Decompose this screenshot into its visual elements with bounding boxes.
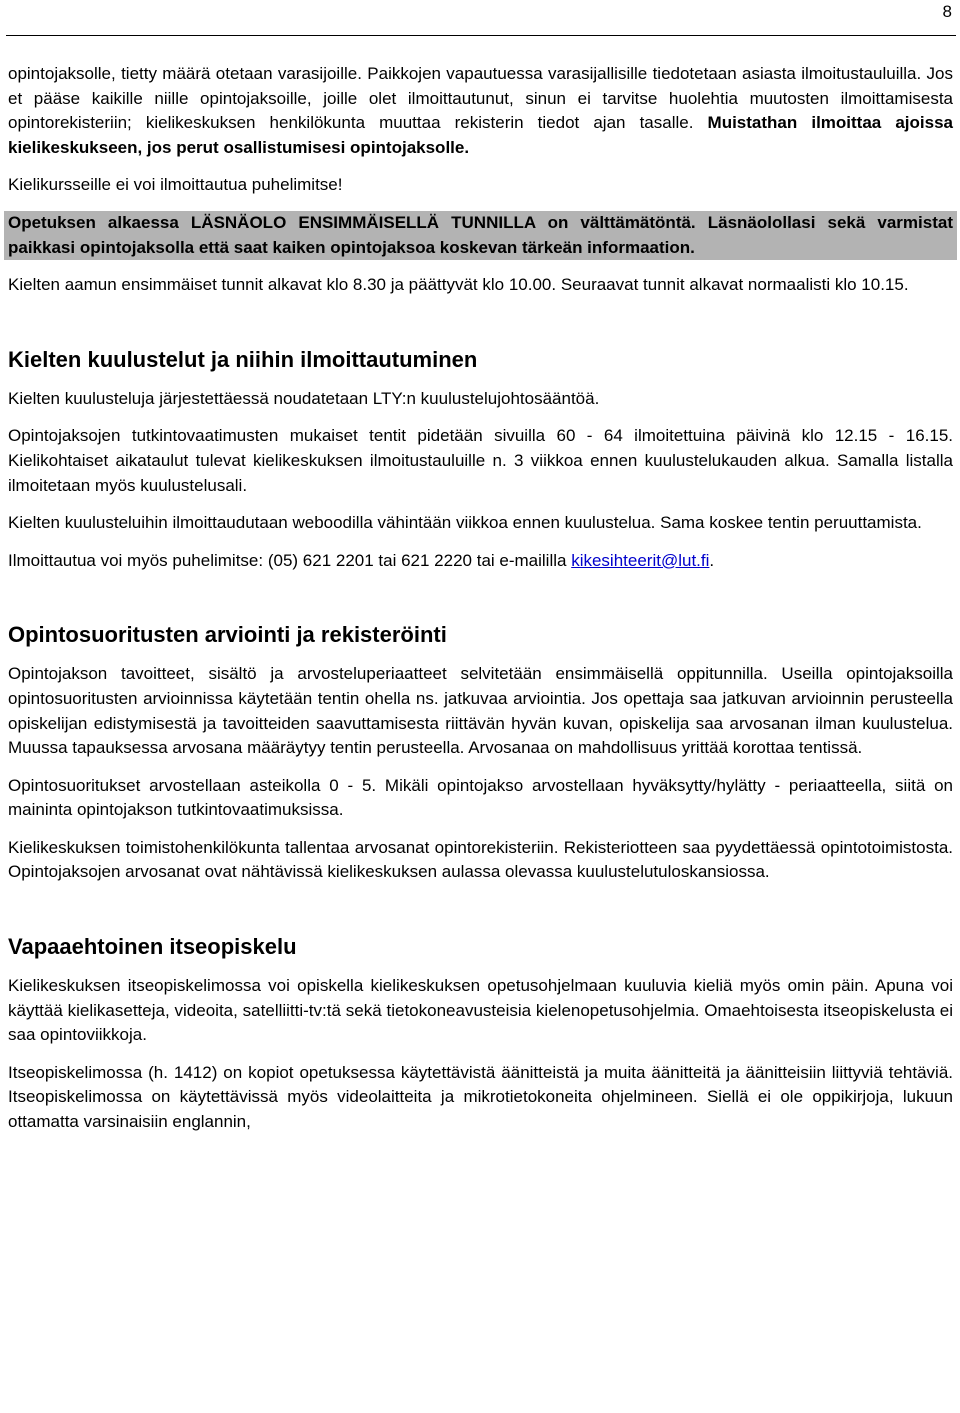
section-gap xyxy=(8,311,953,345)
section-gap xyxy=(8,586,953,620)
class-times-paragraph: Kielten aamun ensimmäiset tunnit alkavat klo 8.30 ja päättyvät klo 10.00. Seuraavat tunnit alkavat normaalisti klo 10.15. xyxy=(8,275,909,295)
section-gap xyxy=(8,898,953,932)
exams-heading: Kielten kuulustelut ja niihin ilmoittautuminen xyxy=(8,346,478,372)
attendance-highlight-box: Opetuksen alkaessa LÄSNÄOLO ENSIMMÄISELLÄ TUNNILLA on välttämätöntä. Läsnäolollasi sekä varmistat paikkasi opintojaksolla että saat kaiken opintojaksoa koskevan tärkeän informaation. xyxy=(4,211,957,260)
grading-scale-paragraph: Opintosuoritukset arvostellaan asteikolla 0 - 5. Mikäli opintojakso arvostellaan hyväksytty/hylätty - periaatteella, siitä on maininta opintojakson tutkintovaatimuksissa. xyxy=(8,775,953,820)
page-number: 8 xyxy=(942,2,952,21)
exams-schedule-paragraph: Opintojaksojen tutkintovaatimusten mukaiset tentit pidetään sivuilla 60 - 64 ilmoitettuina päivinä klo 12.15 - 16.15. Kielikohtaiset aikataulut tulevat kielikeskuksen ilmoitustauluille n. 3 viikkoa ennen kuulustelukauden alkua. Samalla listalla ilmoitetaan myös kuulustelusali. xyxy=(8,426,953,495)
exams-contact-text: Ilmoittautua voi myös puhelimitse: (05) 621 2201 tai 621 2220 tai e-maililla xyxy=(8,550,572,570)
selfstudy-intro-paragraph: Kielikeskuksen itseopiskelimossa voi opiskella kielikeskuksen opetusohjelmaan kuuluvia kieliä myös omin päin. Apuna voi käyttää kielikasetteja, videoita, satelliitti-tv:tä sekä tietokoneavusteisia kielenopetusohjelmia. Omaehtoisesta itseopiskelusta ei saa opintoviikkoja. xyxy=(8,976,953,1045)
selfstudy-heading: Vapaaehtoinen itseopiskelu xyxy=(8,934,297,960)
exams-registration-paragraph: Kielten kuulusteluihin ilmoittaudutaan weboodilla vähintään viikkoa ennen kuulustelua. Sama koskee tentin peruuttamista. xyxy=(8,513,922,533)
exams-contact-end: . xyxy=(709,550,715,570)
grading-assessment-paragraph: Opintojakson tavoitteet, sisältö ja arvosteluperiaatteet selvitetään ensimmäisellä oppitunnilla. Useilla opintojaksoilla opintosuoritusten arvioinnissa käytetään tentin ohella ns. jatkuvaa arviointia. Jos opettaja saa jatkuvan arvioinnin perusteella opiskelijan edistymisestä ja tavoitteiden saavuttamisesta riittävän hyvän kuvan, opiskelija saa arvosanan ilman kuulustelua. Muussa tapauksessa arvosana määräytyy tentin perusteella. Arvosanaa on mahdollisuus yrittää korottaa tentissä. xyxy=(8,664,953,758)
email-link[interactable]: kikesihteerit@lut.fi xyxy=(571,550,710,570)
intro-paragraph-text: opintojaksolle, tietty määrä otetaan varasijoille. Paikkojen vapautuessa varasijallisille tiedotetaan asiasta ilmoitustauluilla. Jos et pääse kaikille niille opintojaksoille, joille olet ilmoittautunut, sinun ei tarvitse huolehtia muutosten ilmoittamisesta opintorekisteriin; kielikeskuksen henkilökunta muuttaa rekisterin tiedot ajan tasalle. xyxy=(8,64,953,133)
intro-paragraph-bold-notice: Muistathan ilmoittaa ajoissa kielikeskukseen, jos perut osallistumisesi opintojaksolle. xyxy=(8,113,953,157)
header-rule xyxy=(6,35,956,36)
document-body xyxy=(8,62,953,1148)
grading-registry-paragraph: Kielikeskuksen toimistohenkilökunta tallentaa arvosanat opintorekisteriin. Rekisteriotteen saa pyydettäessä opintotoimistosta. Opintojaksojen arvosanat ovat nähtävissä kielikeskuksen aulassa olevassa kuulustelutuloskansiossa. xyxy=(8,837,953,882)
exams-rules-paragraph: Kielten kuulusteluja järjestettäessä noudatetaan LTY:n kuulustelujohtosääntöä. xyxy=(8,388,600,408)
intro-paragraph-registration xyxy=(8,62,953,160)
selfstudy-room-paragraph: Itseopiskelimossa (h. 1412) on kopiot opetuksessa käytettävistä äänitteistä ja muita äänitteitä ja äänitteisiin liittyviä tehtäviä. Itseopiskelimossa on käytettävissä myös videolaitteita ja mikrotietokoneita ohjelmineen. Siellä ei ole oppikirjoja, lukuun ottamatta varsinaisiin englannin, xyxy=(8,1062,953,1132)
grading-heading: Opintosuoritusten arviointi ja rekisteröinti xyxy=(8,622,447,648)
exams-contact-paragraph xyxy=(8,549,953,574)
phone-registration-notice: Kielikursseille ei voi ilmoittautua puhelimitse! xyxy=(8,175,343,195)
